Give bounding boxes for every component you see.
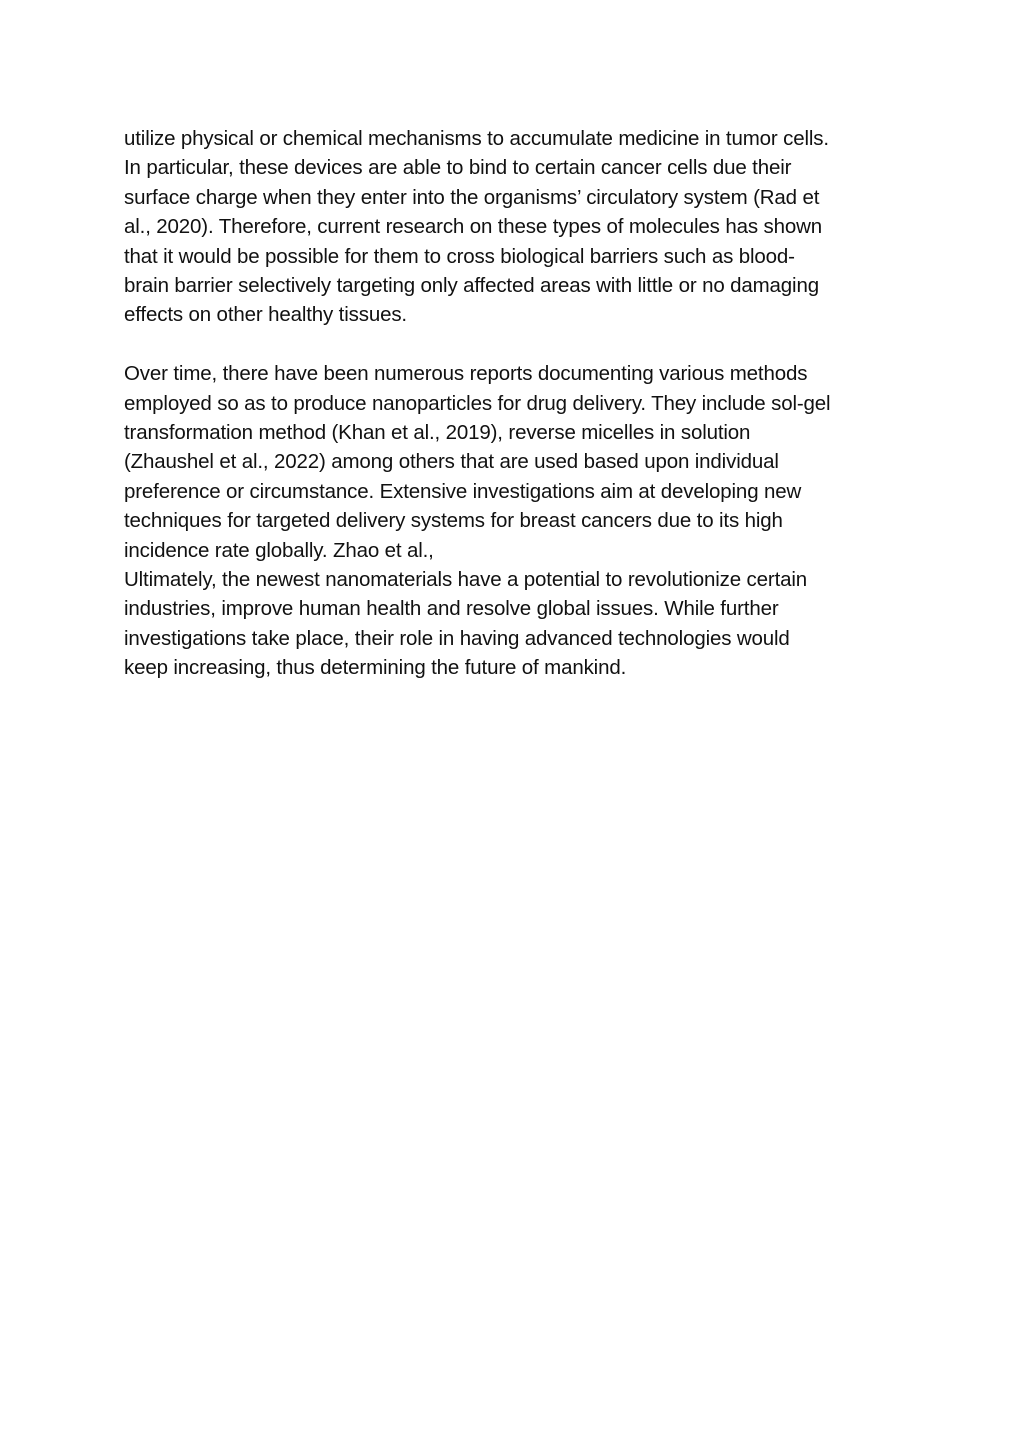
text-line: Ultimately, the newest nanomaterials have a potential to revolutionize certain: [124, 568, 808, 592]
text-line: effects on other healthy tissues.: [124, 303, 407, 327]
text-line: employed so as to produce nanoparticles for drug delivery. They include sol-gel: [124, 391, 831, 415]
text-line: al., 2020). Therefore, current research on these types of molecules has shown: [124, 215, 822, 239]
paragraph-conclusion: [124, 565, 914, 683]
text-line: investigations take place, their role in having advanced technologies would: [124, 626, 790, 650]
paragraph-nanoparticle-targeting: [124, 124, 914, 330]
text-line: incidence rate globally. Zhao et al.,: [124, 538, 434, 562]
body-text: [124, 124, 914, 683]
text-line: In particular, these devices are able to bind to certain cancer cells due their: [124, 156, 792, 180]
text-line: utilize physical or chemical mechanisms to accumulate medicine in tumor cells.: [124, 127, 829, 150]
text-line: techniques for targeted delivery systems for breast cancers due to its high: [124, 509, 783, 533]
text-line: surface charge when they enter into the organisms’ circulatory system (Rad et: [124, 185, 820, 209]
paragraph-production-methods: [124, 359, 914, 565]
text-line: transformation method (Khan et al., 2019), reverse micelles in solution: [124, 421, 751, 445]
paragraph-spacer: [124, 330, 914, 359]
text-line: brain barrier selectively targeting only affected areas with little or no damaging: [124, 274, 819, 298]
text-line: (Zhaushel et al., 2022) among others that are used based upon individual: [124, 450, 779, 474]
text-line: Over time, there have been numerous reports documenting various methods: [124, 362, 808, 386]
text-line: industries, improve human health and resolve global issues. While further: [124, 597, 779, 621]
text-line: keep increasing, thus determining the future of mankind.: [124, 656, 627, 680]
text-line: that it would be possible for them to cross biological barriers such as blood-: [124, 244, 795, 268]
text-line: preference or circumstance. Extensive investigations aim at developing new: [124, 479, 802, 503]
